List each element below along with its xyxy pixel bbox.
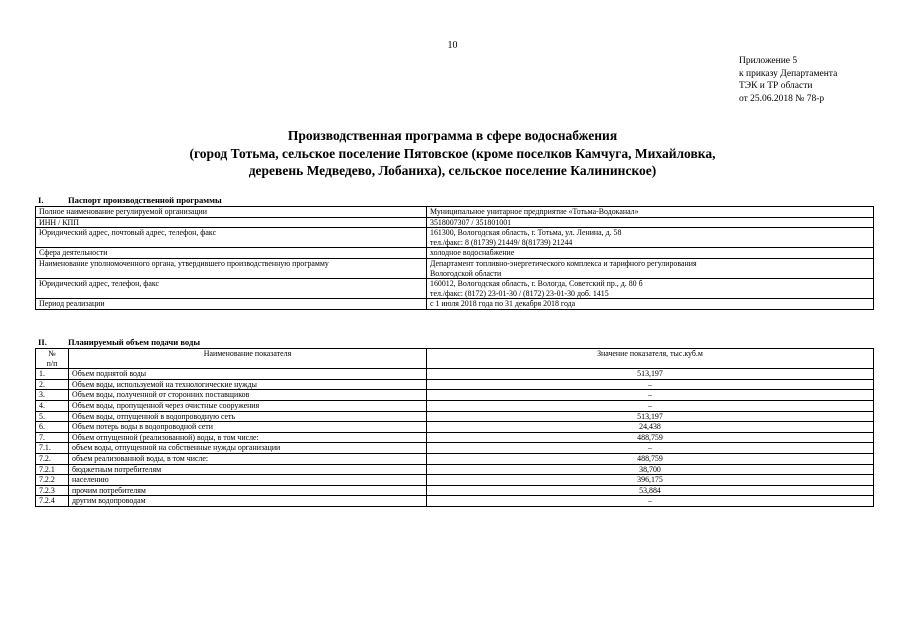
indicator-name: Объем воды, пропущенной через очистные сооружения [69,400,427,411]
table-row [36,248,874,259]
appendix-note [739,55,837,105]
passport-label: Сфера деятельности [36,248,427,259]
passport-value [427,207,874,218]
indicator-name: объем реализованной воды, в том числе: [69,453,427,464]
indicator-name: населению [69,475,427,486]
passport-value [427,279,874,299]
table-row [36,217,874,228]
row-number: 7.1. [36,443,69,454]
indicator-value: 24,438 [427,422,874,433]
passport-label: Полное наименование регулируемой организации [36,207,427,218]
table-row [36,485,874,496]
table-row [36,496,874,507]
row-number: 7.2.2 [36,475,69,486]
indicator-value: 38,700 [427,464,874,475]
indicator-name: другим водопроводам [69,496,427,507]
appendix-line: от 25.06.2018 № 78-р [739,93,825,104]
passport-value [427,217,874,228]
passport-label: Период реализации [36,299,427,310]
indicator-value: 513,197 [427,411,874,422]
section-2-heading [38,337,200,347]
section-title: Паспорт производственной программы [68,195,222,205]
appendix-line: к приказу Департамента [739,68,838,79]
section-number: I. [38,195,44,205]
appendix-line: Приложение 5 [739,56,798,66]
passport-value-line: холодное водоснабжение [430,248,515,258]
passport-value-line: Вологодской области [430,268,502,278]
indicator-value: – [427,496,874,507]
indicator-value: – [427,400,874,411]
row-number: 4. [36,400,69,411]
row-number: 2. [36,379,69,390]
indicator-value: 488,759 [427,453,874,464]
table-row [36,207,874,218]
table-row [36,369,874,380]
passport-value [427,248,874,259]
section-1-heading [38,195,222,205]
row-number: 7.2.1 [36,464,69,475]
passport-label: ИНН / КПП [36,217,427,228]
table-row [36,422,874,433]
indicator-value: – [427,379,874,390]
indicator-value: – [427,390,874,401]
indicator-value: 53,884 [427,485,874,496]
table-row [36,475,874,486]
indicator-value: 513,197 [427,369,874,380]
passport-table [35,206,874,310]
indicator-name: Объем потерь воды в водопроводной сети [69,422,427,433]
title-line: деревень Медведево, Лобаниха), сельское поселение Калининское) [248,163,657,178]
table-row [36,464,874,475]
table-row [36,411,874,422]
page-number: 10 [447,40,458,51]
title-line: Производственная программа в сфере водоснабжения [287,128,618,143]
table-row [36,299,874,310]
passport-value-line: 3518007307 / 351801001 [430,217,512,227]
section-title: Планируемый объем подачи воды [68,337,201,347]
indicator-value: – [427,443,874,454]
row-number: 7.2. [36,453,69,464]
indicator-name: Объем отпущенной (реализованной) воды, в том числе: [69,432,427,443]
passport-value [427,299,874,310]
indicator-value: 488,759 [427,432,874,443]
row-number: 7. [36,432,69,443]
row-number: 7.2.4 [36,496,69,507]
table-row [36,279,874,299]
table-row [36,400,874,411]
indicator-name: Объем воды, отпущенной в водопроводную сеть [69,411,427,422]
header-num: п/п [46,358,58,368]
table-row [36,228,874,248]
table-header-row [36,349,874,369]
passport-value-line: 160012, Вологодская область, г. Вологда, Советский пр., д. 80 б [430,279,643,289]
indicator-name: прочим потребителям [69,485,427,496]
appendix-line: ТЭК и ТР области [739,81,813,91]
table-row [36,443,874,454]
row-number: 7.2.3 [36,485,69,496]
passport-value-line: тел./факс: (8172) 23-01-30 / (8172) 23-01-30 доб. 1415 [430,288,609,298]
passport-value [427,228,874,248]
row-number: 6. [36,422,69,433]
indicator-value: 396,175 [427,475,874,486]
indicator-name: Объем поднятой воды [69,369,427,380]
table-row [36,432,874,443]
row-number: 1. [36,369,69,380]
header-num: № [48,349,56,358]
table-row [36,258,874,278]
section-number: II. [38,337,47,347]
passport-label: Юридический адрес, телефон, факс [36,279,427,299]
header-name: Наименование показателя [69,349,427,369]
indicator-name: Объем воды, полученной от сторонних поставщиков [69,390,427,401]
passport-value-line: Муниципальное унитарное предприятие «Тотьма-Водоканал» [430,207,639,216]
passport-label: Наименование уполномоченного органа, утвердившего производственную программу [36,258,427,278]
table-row [36,379,874,390]
indicator-name: Объем воды, используемой на технологические нужды [69,379,427,390]
indicator-name: бюджетным потребителям [69,464,427,475]
row-number: 3. [36,390,69,401]
passport-value-line: с 1 июля 2018 года по 31 декабря 2018 года [430,299,576,309]
passport-value-line: Департамент топливно-энергетического комплекса и тарифного регулирования [430,258,697,268]
passport-value-line: тел./факс: 8 (81739) 21449/ 8(81739) 21244 [430,237,573,247]
passport-label: Юридический адрес, почтовый адрес, телефон, факс [36,228,427,248]
document-title [0,127,905,180]
row-number: 5. [36,411,69,422]
water-volume-table [35,348,874,507]
table-row [36,453,874,464]
header-num-cell [36,349,69,369]
indicator-name: объем воды, отпущенной на собственные нужды организации [69,443,427,454]
passport-value [427,258,874,278]
header-value: Значение показателя, тыс.куб.м [427,349,874,369]
passport-value-line: 161300, Вологодская область, г. Тотьма, ул. Ленина, д. 58 [430,228,622,238]
title-line: (город Тотьма, сельское поселение Пятовское (кроме поселков Камчуга, Михайловка, [189,145,716,161]
table-row [36,390,874,401]
